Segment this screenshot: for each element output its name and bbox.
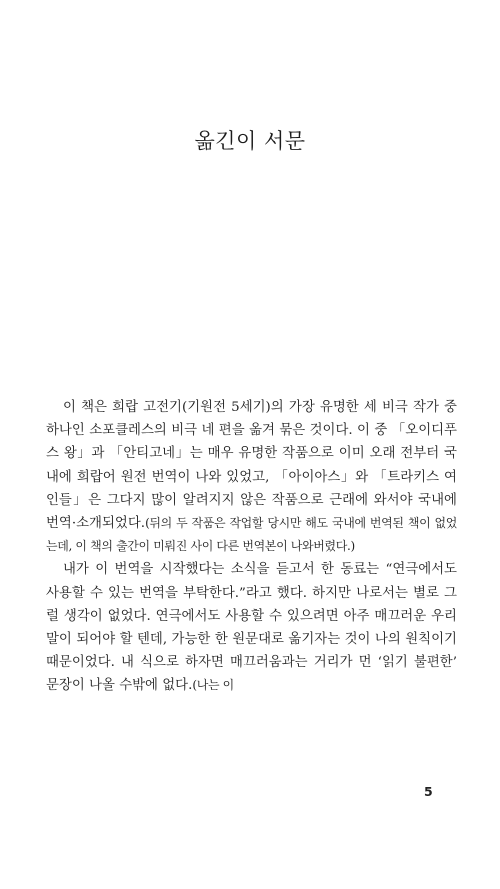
paragraph-1 — [46, 396, 457, 558]
page-number: 5 — [424, 784, 433, 799]
page-title: 옮긴이 서문 — [194, 129, 306, 153]
paragraph-1-aside: (뒤의 두 작품은 작업할 당시만 해도 국내에 번역된 책이 없었는데, 이 책의 출간이 미뤄진 사이 다른 번역본이 나와버렸다.) — [46, 516, 457, 554]
paragraph-2-aside: (나는 이 — [192, 678, 234, 693]
paragraph-1-text: 이 책은 희랍 고전기(기원전 5세기)의 가장 유명한 세 비극 작가 중 하나인 소포클레스의 비극 네 편을 옮겨 묶은 것이다. 이 중 「오이디푸스 왕」과 「안티고네」는 매우 유명한 작품으로 이미 오래 전부터 국내에 희랍어 원전 번역이 나와 있었고, 「아이아스」와 「트라키스 여인들」은 그다지 많이 알려지지 않은 작품으로 근래에 와서야 국내에 번역·소개되었다. — [46, 400, 457, 532]
paragraph-2-text: 내가 이 번역을 시작했다는 소식을 듣고서 한 동료는 “연극에서도 사용할 수 있는 번역을 부탁한다.”라고 했다. 하지만 나로서는 별로 그럴 생각이 없었다. 연극에서도 사용할 수 있으려면 아주 매끄러운 우리말이 되어야 할 텐데, 가능한 한 원문대로 옮기자는 것이 나의 원칙이기 때문이었다. 내 식으로 하자면 매끄러움과는 거리가 먼 ‘읽기 불편한’ 문장이 나올 수밖에 없다. — [46, 562, 457, 694]
paragraph-2 — [46, 558, 457, 697]
preface-body — [46, 396, 457, 698]
